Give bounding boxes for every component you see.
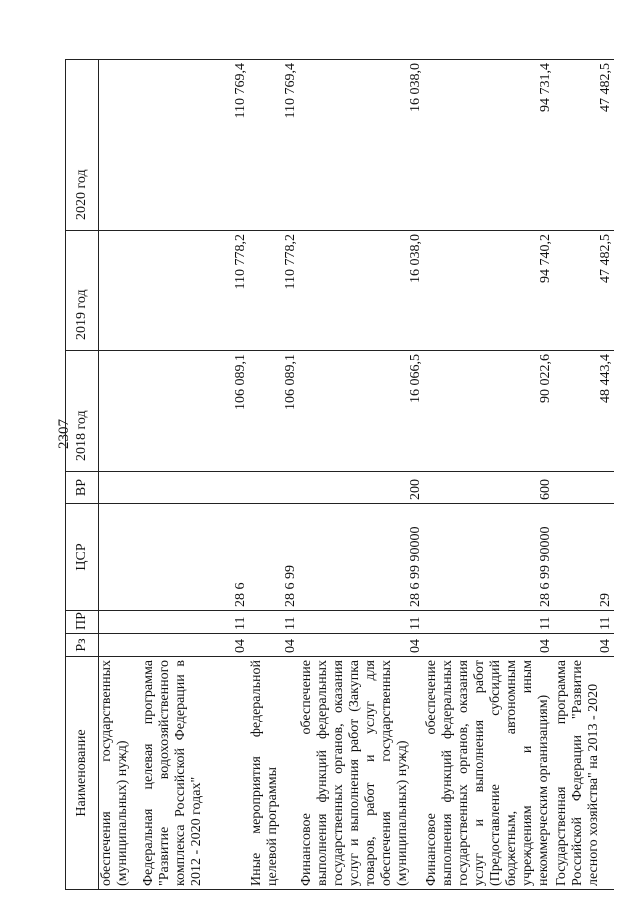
- row-rz: 04: [249, 634, 299, 657]
- row-2020: 110 769,4: [141, 60, 249, 231]
- header-2019: 2019 год: [66, 231, 99, 351]
- row-pr: 11: [141, 611, 249, 634]
- page-number: 2307: [56, 419, 72, 449]
- row-vr: [249, 472, 299, 504]
- header-2020: 2020 год: [66, 60, 99, 231]
- row-csr: 28 6: [141, 504, 249, 611]
- row-rz: [99, 634, 142, 657]
- row-vr: [554, 472, 614, 504]
- row-rz: 04: [554, 634, 614, 657]
- header-2018: 2018 год: [66, 351, 99, 472]
- row-2020: [99, 60, 142, 231]
- row-vr: 600: [424, 472, 554, 504]
- row-2019: 110 778,2: [141, 231, 249, 351]
- header-csr: ЦСР: [66, 504, 99, 611]
- row-rz: 04: [299, 634, 424, 657]
- row-csr: 28 6 99: [249, 504, 299, 611]
- row-2020: 110 769,4: [249, 60, 299, 231]
- row-csr: 28 6 99 90000: [299, 504, 424, 611]
- row-2018: 90 022,6: [424, 351, 554, 472]
- row-2020: 47 482,5: [554, 60, 614, 231]
- table-row: [99, 60, 142, 890]
- row-name: обеспечения государственных (муниципальных) нужд): [99, 657, 142, 890]
- row-name: Федеральная целевая программа "Развитие водохозяйственного комплекса Российской Федерации в 2012 - 2020 годах": [141, 657, 249, 890]
- row-2019: 16 038,0: [299, 231, 424, 351]
- row-2019: 47 482,5: [554, 231, 614, 351]
- row-name: Государственная программа Российской Федерации "Развитие лесного хозяйства" на 2013 - 2020: [554, 657, 614, 890]
- table-row: [424, 60, 554, 890]
- header-rz: Рз: [66, 634, 99, 657]
- row-2018: 48 443,4: [554, 351, 614, 472]
- row-2018: 16 066,5: [299, 351, 424, 472]
- row-rz: 04: [424, 634, 554, 657]
- row-csr: 28 6 99 90000: [424, 504, 554, 611]
- header-name: Наименование: [66, 657, 99, 890]
- row-pr: 11: [424, 611, 554, 634]
- table-header-row: [66, 60, 99, 890]
- row-2019: 110 778,2: [249, 231, 299, 351]
- row-pr: [99, 611, 142, 634]
- row-pr: 11: [299, 611, 424, 634]
- row-2020: 16 038,0: [299, 60, 424, 231]
- row-name: Финансовое обеспечение выполнения функций федеральных государственных органов, оказания услуг и выполнения работ (Предоставление субсидий бюджетным, автономным учреждениям и иным некоммерческим организациям): [424, 657, 554, 890]
- rotated-page-content: [65, 60, 613, 890]
- row-2018: [99, 351, 142, 472]
- row-vr: [99, 472, 142, 504]
- row-2019: 94 740,2: [424, 231, 554, 351]
- row-rz: 04: [141, 634, 249, 657]
- row-2018: 106 089,1: [249, 351, 299, 472]
- row-pr: 11: [554, 611, 614, 634]
- header-pr: ПР: [66, 611, 99, 634]
- row-csr: 29: [554, 504, 614, 611]
- row-csr: [99, 504, 142, 611]
- table-row: [299, 60, 424, 890]
- row-2018: 106 089,1: [141, 351, 249, 472]
- row-2019: [99, 231, 142, 351]
- row-vr: [141, 472, 249, 504]
- row-2020: 94 731,4: [424, 60, 554, 231]
- row-name: Финансовое обеспечение выполнения функций федеральных государственных органов, оказания услуг и выполнения работ (Закупка товаров, работ и услуг для обеспечения государственных (муниципальных) нужд): [299, 657, 424, 890]
- row-pr: 11: [249, 611, 299, 634]
- header-vr: ВР: [66, 472, 99, 504]
- table-row: [554, 60, 614, 890]
- row-name: Иные мероприятия федеральной целевой программы: [249, 657, 299, 890]
- table-row: [249, 60, 299, 890]
- table-row: [141, 60, 249, 890]
- budget-table: [65, 59, 614, 890]
- row-vr: 200: [299, 472, 424, 504]
